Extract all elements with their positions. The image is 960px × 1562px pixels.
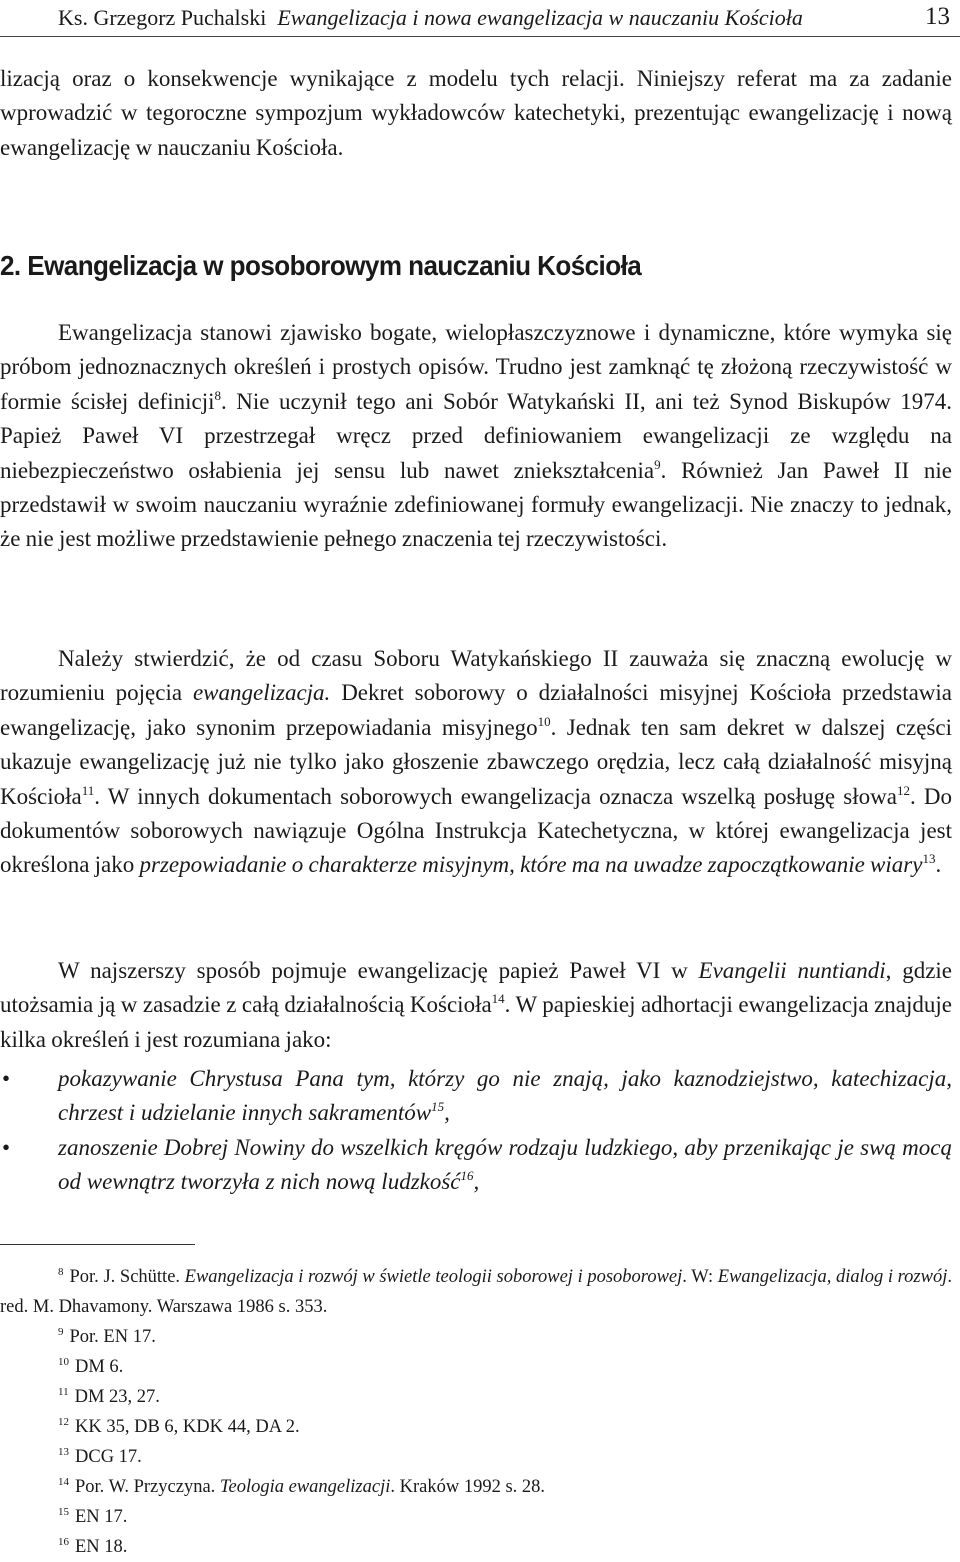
footnote-text: Por. J. Schütte. — [69, 1267, 185, 1287]
p2-text-a: Należy stwierdzić, że od czasu Soboru Watykańskiego II zauważa się znaczną ewolucję w rozumieniu pojęcia — [0, 646, 952, 706]
p2-text-d: . W innych dokumentach soborowych ewangelizacja oznacza wszelką posługę słowa — [94, 783, 897, 809]
footnote-number: 15 — [58, 1506, 69, 1518]
footnote-number: 9 — [58, 1326, 64, 1338]
footnote-italic-title: Teologia ewangelizacji — [219, 1477, 391, 1497]
p3-italic-a: Evangelii nuntiandi — [698, 958, 886, 983]
footnote-italic-title: Ewangelizacja i rozwój w świetle teologii soborowej i posoborowej — [184, 1267, 683, 1287]
footnote-10 — [0, 1352, 952, 1382]
paragraph-2 — [0, 642, 952, 883]
bullet-text: pokazywanie Chrystusa Pana tym, którzy go nie znają, jako kaznodziejstwo, katechizacja, chrzest i udzielanie innych sakramentów — [58, 1066, 952, 1126]
bullet-end: , — [444, 1100, 450, 1126]
footnotes-list — [0, 1262, 952, 1562]
intro-paragraph: lizacją oraz o konsekwencje wynikające z modelu tych relacji. Niniejszy referat ma za zadanie wprowadzić w tegoroczne sympozjum wykładowców katechetyki, prezentując ewangelizację i nową ewangelizację w nauczaniu Kościoła. — [0, 66, 952, 160]
page-number: 13 — [925, 3, 950, 30]
footnote-ref-10[interactable]: 10 — [537, 713, 551, 729]
p1-text-a: Ewangelizacja stanowi zjawisko bogate, wielopłaszczyznowe i dynamiczne, które wymyka się próbom jednoznacznych określeń i prostych opisów. Trudno jest zamknąć tę złożoną rzeczywistość w formie ścisłej definicji — [0, 320, 952, 414]
bullet-list — [0, 1062, 952, 1200]
footnote-ref-9[interactable]: 9 — [654, 456, 661, 472]
bullet-end: , — [473, 1169, 480, 1195]
bullet-item — [0, 1131, 952, 1200]
footnote-number: 8 — [58, 1266, 64, 1278]
paragraph-3 — [0, 954, 952, 1057]
bullet-text: zanoszenie Dobrej Nowiny do wszelkich kręgów rodzaju ludzkiego, aby przenikając je swą mocą od wewnątrz tworzyła z nich nową ludzkość — [58, 1134, 952, 1195]
footnote-number: 10 — [58, 1356, 69, 1368]
footnote-text: Por. W. Przyczyna. — [75, 1477, 220, 1497]
footnote-text: EN 17. — [75, 1507, 128, 1527]
footnote-text: DM 6. — [75, 1357, 124, 1377]
p1-text-c: . Również Jan Paweł II nie przedstawił w swoim nauczaniu wyraźnie zdefiniowanej formuły ewangelizacji. Nie znaczy to jednak, że nie jest możliwe przedstawienie pełnego znaczenia tej rzeczywistości. — [0, 457, 952, 552]
footnote-12 — [0, 1412, 952, 1442]
footnote-text: . Kraków 1992 s. 28. — [390, 1477, 546, 1497]
footnote-ref-11[interactable]: 11 — [81, 782, 95, 798]
footnote-text: DM 23, 27. — [74, 1387, 160, 1407]
p2-text-c: . Jednak ten sam dekret w dalszej części ukazuje ewangelizację już nie tylko jako głoszenie zbawczego orędzia, lecz całą działalność misyjną Kościoła — [0, 714, 952, 809]
footnote-8 — [0, 1262, 952, 1322]
footnote-11 — [0, 1382, 952, 1412]
footnote-number: 16 — [58, 1536, 69, 1548]
p1-text-b: . Nie uczynił tego ani Sobór Watykański II, ani też Synod Biskupów 1974. Papież Paweł VI przestrzegał wręcz przed definiowaniem ewangelizacji ze względu na niebezpieczeństwo osłabienia jej sensu lub nawet zniekształcenia — [0, 388, 952, 483]
footnote-14 — [0, 1472, 952, 1502]
footnote-number: 12 — [58, 1416, 69, 1428]
footnote-9 — [0, 1322, 952, 1352]
header-title: Ewangelizacja i nowa ewangelizacja w nauczaniu Kościoła — [277, 5, 803, 30]
section-heading: 2. Ewangelizacja w posoborowym nauczaniu Kościoła — [0, 250, 642, 281]
p2-text-f: . — [935, 852, 942, 878]
running-header — [58, 4, 950, 34]
bullet-marker: • — [2, 1134, 11, 1160]
footnote-number: 11 — [58, 1386, 69, 1398]
footnote-ref-12[interactable]: 12 — [896, 782, 910, 798]
header-rule — [0, 36, 960, 37]
running-header-author-title — [58, 4, 803, 32]
footnote-text: EN 18. — [75, 1537, 128, 1557]
footnote-rule — [0, 1244, 195, 1245]
paragraph-1 — [0, 316, 952, 557]
footnote-text: DCG 17. — [75, 1447, 142, 1467]
footnote-text: Por. EN 17. — [69, 1327, 156, 1347]
footnote-ref-13[interactable]: 13 — [922, 851, 936, 867]
footnote-13 — [0, 1442, 952, 1472]
footnote-ref-15[interactable]: 15 — [431, 1099, 445, 1115]
p3-text-b: , gdzie utożsamia ją w zasadzie z całą działalnością Kościoła — [0, 958, 953, 1018]
footnote-text: . W: — [682, 1267, 718, 1287]
footnote-italic-title: Ewangelizacja, dialog i rozwój — [717, 1267, 948, 1287]
footnote-16 — [0, 1532, 952, 1562]
footnote-15 — [0, 1502, 952, 1532]
footnote-number: 13 — [58, 1446, 69, 1458]
p2-text-b: Dekret soborowy o działalności misyjnej Kościoła przedstawia ewangelizację, jako synonim przepowiadania misyjnego — [0, 680, 953, 740]
footnote-ref-14[interactable]: 14 — [491, 991, 505, 1007]
p3-text-a: W najszerszy sposób pojmuje ewangelizację papież Paweł VI w — [58, 958, 699, 983]
p2-text-e: . Do dokumentów soborowych nawiązuje Ogólna Instrukcja Katechetyczna, w której ewangelizacja jest określona jako — [0, 783, 952, 878]
footnote-ref-16[interactable]: 16 — [460, 1168, 474, 1184]
bullet-item — [0, 1062, 952, 1131]
header-author: Ks. Grzegorz Puchalski — [58, 5, 267, 30]
p2-italic-e: przepowiadanie o charakterze misyjnym, które ma na uwadze zapoczątkowanie wiary — [139, 852, 923, 878]
footnote-text: . red. M. Dhavamony. Warszawa 1986 s. 353. — [0, 1267, 952, 1317]
footnote-text: KK 35, DB 6, KDK 44, DA 2. — [75, 1417, 300, 1437]
p3-text-c: . W papieskiej adhortacji ewangelizacja znajduje kilka określeń i jest rozumiana jako: — [0, 992, 952, 1052]
footnote-ref-8[interactable]: 8 — [214, 387, 221, 403]
bullet-marker: • — [2, 1066, 11, 1091]
footnote-number: 14 — [58, 1476, 69, 1488]
p2-italic-a: ewangelizacja. — [192, 680, 331, 706]
